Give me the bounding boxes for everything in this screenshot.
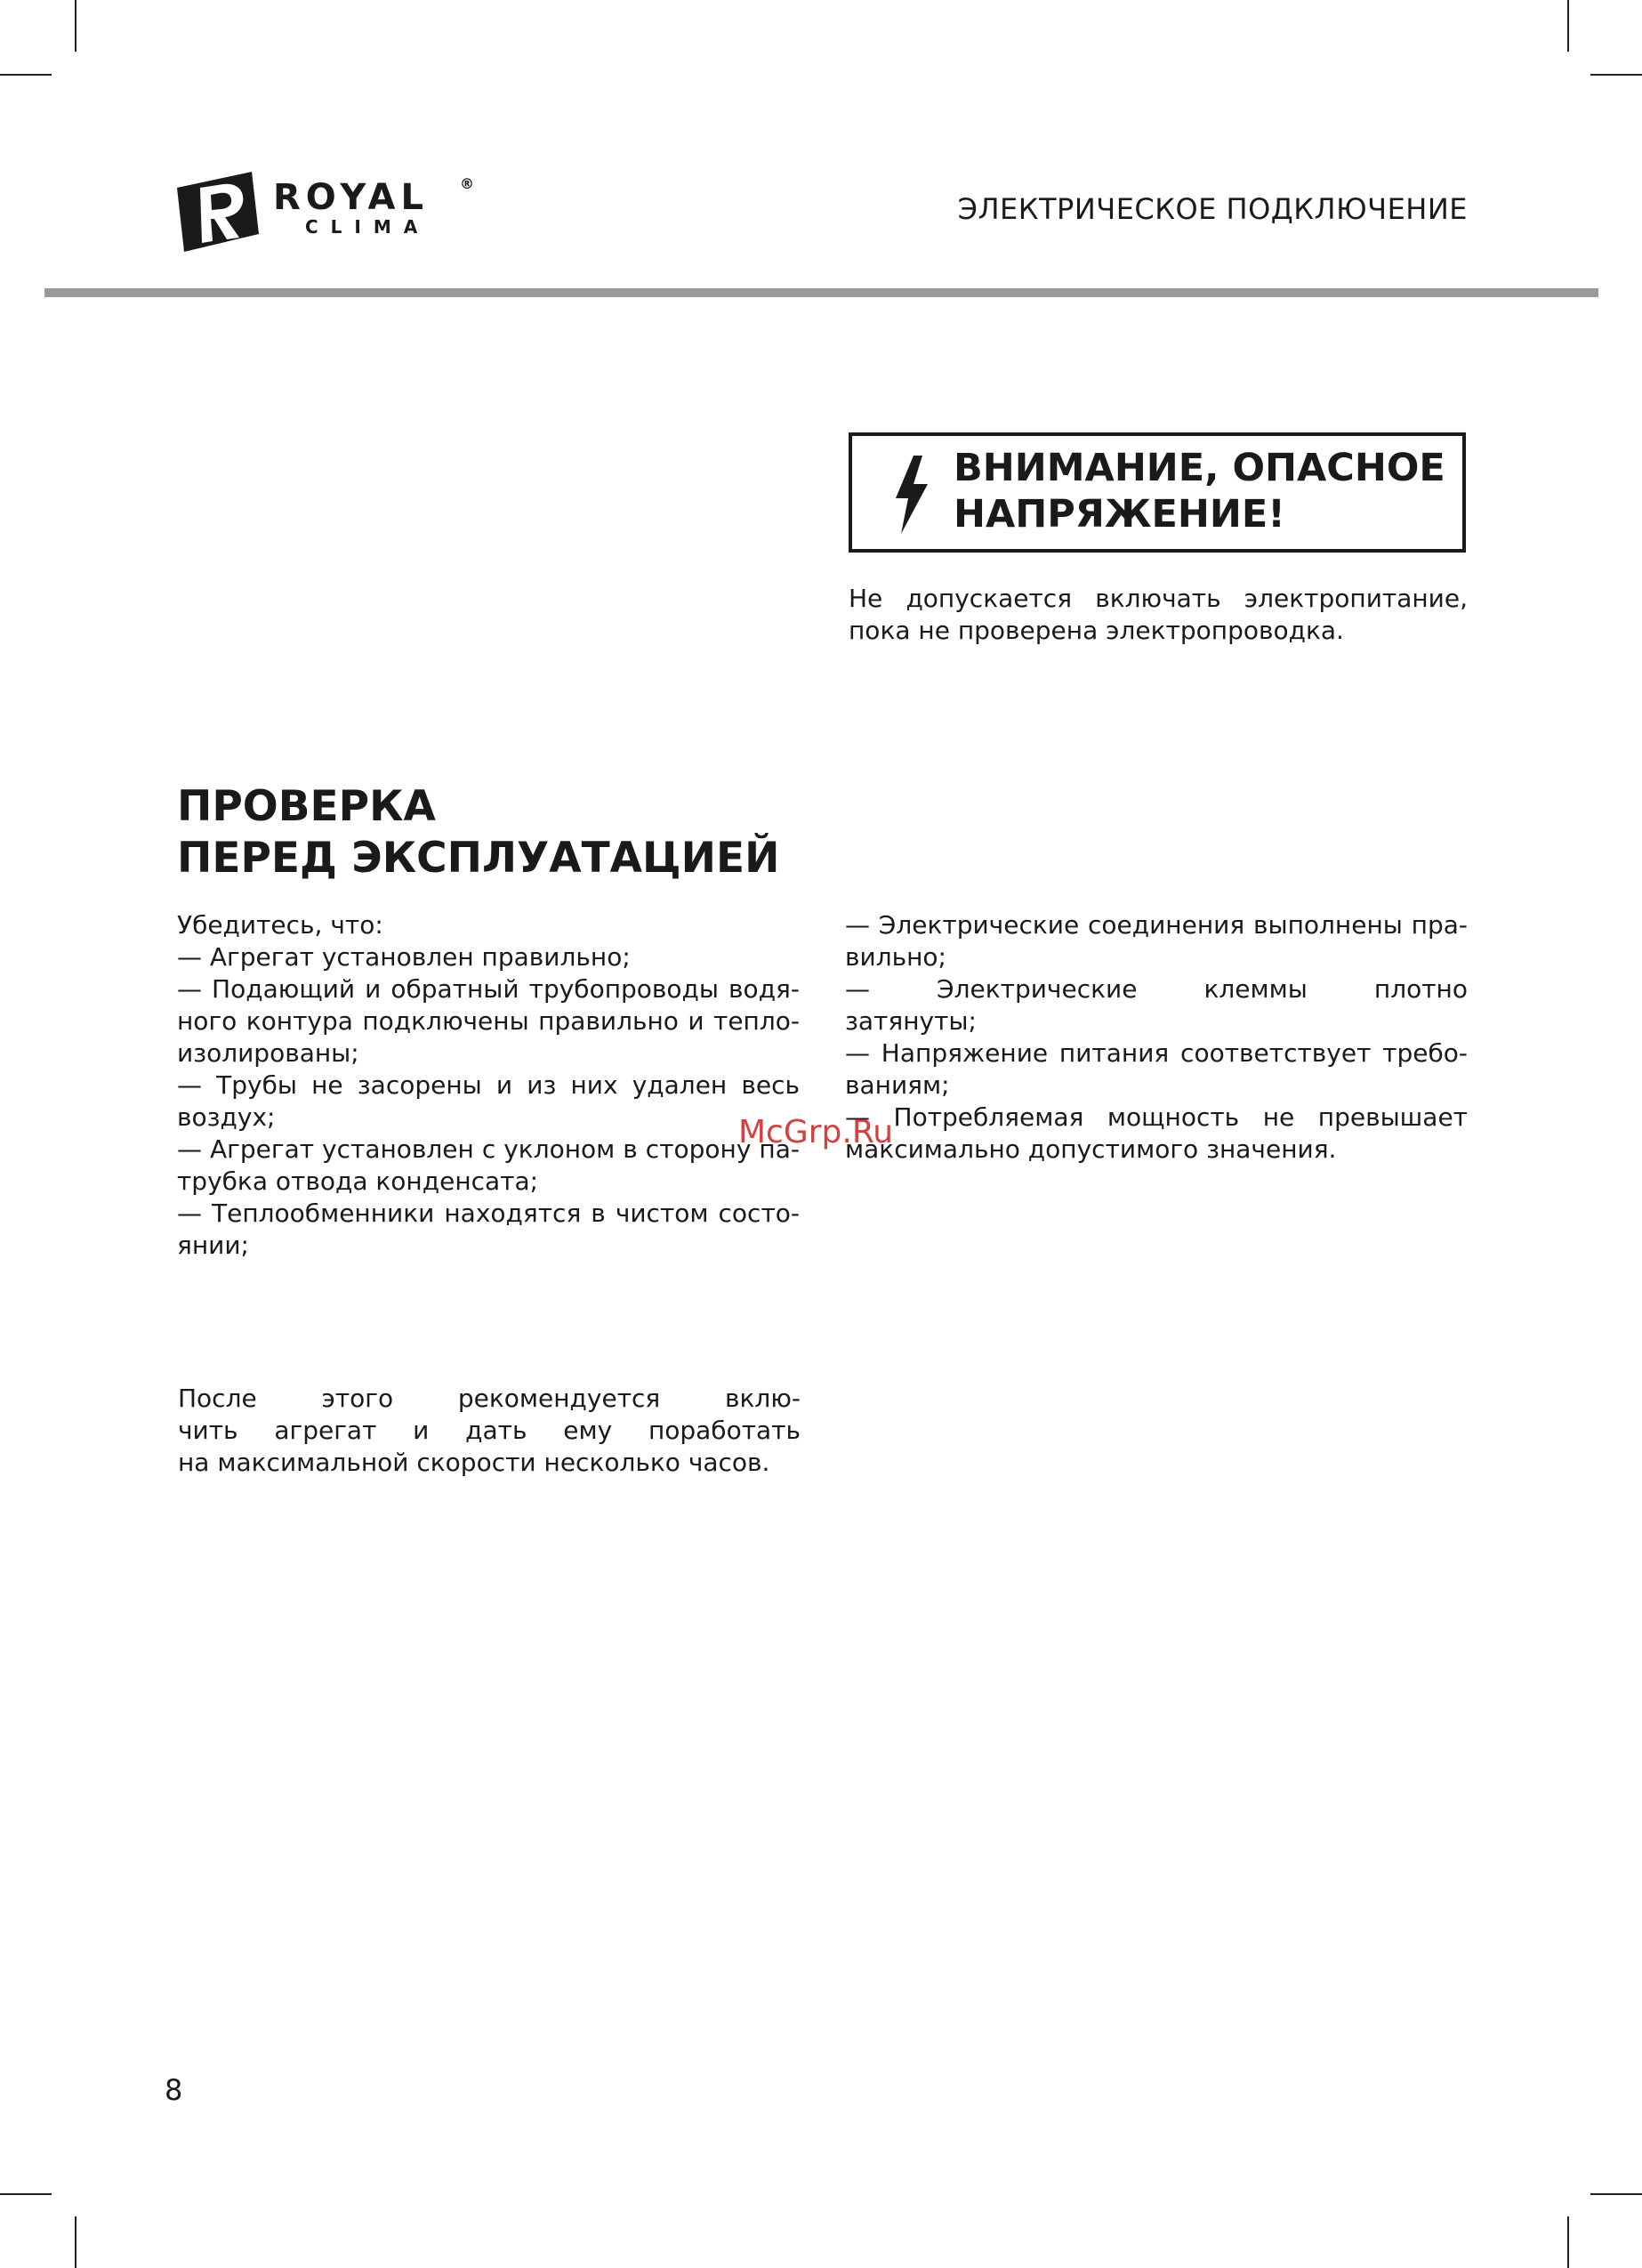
- checklist-item-line: — Электрические соединения выполнены пра-: [845, 910, 1468, 940]
- lightning-bolt-icon: [894, 456, 930, 534]
- checklist-item: [177, 1198, 800, 1262]
- royal-clima-logo: [173, 172, 485, 256]
- checklist-item-line: воздух;: [177, 1102, 276, 1132]
- logo-word-clima: CLIMA: [305, 216, 431, 238]
- header-divider: [44, 288, 1598, 297]
- checklist-item-line: — Потребляемая мощность не превышает: [845, 1102, 1468, 1132]
- checklist-item: [177, 941, 800, 973]
- checklist-item-line: ного контура подключены правильно и тепло-: [177, 1006, 800, 1036]
- checklist-item-line: — Теплообменники находятся в чистом состо-: [177, 1199, 800, 1228]
- section-heading-line: ПРОВЕРКА: [177, 782, 436, 831]
- checklist-item: [177, 973, 800, 1069]
- checklist-intro: Убедитесь, что:: [177, 910, 383, 940]
- checklist-item: [845, 1037, 1468, 1102]
- checklist-left-items: [177, 941, 800, 1262]
- checklist-item-line: максимально допустимого значения.: [845, 1134, 1337, 1164]
- checklist-item-line: — Подающий и обратный трубопроводы водя-: [177, 974, 800, 1004]
- section-heading: [177, 781, 779, 884]
- checklist-right-column: [845, 909, 1468, 1166]
- logo-word-royal: ROYAL: [273, 177, 429, 218]
- checklist-item-line: — Трубы не засорены и из них удален весь: [177, 1070, 800, 1100]
- warning-text-line: Не допускается включать электропитание,: [849, 584, 1468, 613]
- crop-mark: [0, 74, 52, 76]
- checklist-item: [177, 1069, 800, 1134]
- watermark: McGrp.Ru: [738, 1114, 894, 1150]
- warning-title: [954, 445, 1445, 537]
- logo-emblem-icon: [173, 172, 262, 252]
- closing-paragraph-line: чить агрегат и дать ему поработать: [178, 1416, 801, 1445]
- warning-title-line: НАПРЯЖЕНИЕ!: [954, 492, 1285, 537]
- section-heading-line: ПЕРЕД ЭКСПЛУАТАЦИЕЙ: [177, 834, 780, 883]
- header-section-title: ЭЛЕКТРИЧЕСКОЕ ПОДКЛЮЧЕНИЕ: [957, 192, 1468, 226]
- checklist-item-line: янии;: [177, 1231, 249, 1260]
- crop-mark: [75, 2216, 76, 2268]
- checklist-item-line: — Агрегат установлен с уклоном в сторону па-: [177, 1134, 800, 1164]
- crop-mark: [1567, 0, 1569, 52]
- warning-box: [849, 432, 1466, 553]
- warning-text: [849, 583, 1468, 647]
- closing-paragraph: [178, 1383, 801, 1479]
- checklist-item-line: вильно;: [845, 942, 946, 972]
- crop-mark: [1567, 2216, 1569, 2268]
- checklist-item-line: затянуты;: [845, 1006, 977, 1036]
- checklist-right-items: [845, 909, 1468, 1166]
- checklist-item: [177, 1134, 800, 1198]
- checklist-item: [845, 973, 1468, 1037]
- closing-paragraph-line: После этого рекомендуется вклю-: [178, 1384, 801, 1413]
- checklist-item-line: — Электрические клеммы плотно: [845, 974, 1468, 1004]
- checklist-left-column: [177, 909, 800, 1262]
- checklist-item-line: — Агрегат установлен правильно;: [177, 942, 631, 972]
- logo-registered-mark: ®: [460, 175, 474, 192]
- checklist-item-line: изолированы;: [177, 1038, 359, 1068]
- warning-title-line: ВНИМАНИЕ, ОПАСНОЕ: [954, 446, 1445, 490]
- crop-mark: [75, 0, 76, 52]
- crop-mark: [1590, 74, 1642, 76]
- crop-mark: [1590, 2193, 1642, 2195]
- checklist-item: [845, 909, 1468, 973]
- warning-text-line: пока не проверена электропроводка.: [849, 616, 1344, 645]
- checklist-item-line: трубка отвода конденсата;: [177, 1166, 539, 1196]
- checklist-item: [845, 1102, 1468, 1166]
- closing-paragraph-line: на максимальной скорости несколько часов.: [178, 1448, 770, 1477]
- crop-mark: [0, 2193, 52, 2195]
- page-number: 8: [165, 2073, 183, 2107]
- checklist-item-line: — Напряжение питания соответствует требо-: [845, 1038, 1468, 1068]
- checklist-item-line: ваниям;: [845, 1070, 950, 1100]
